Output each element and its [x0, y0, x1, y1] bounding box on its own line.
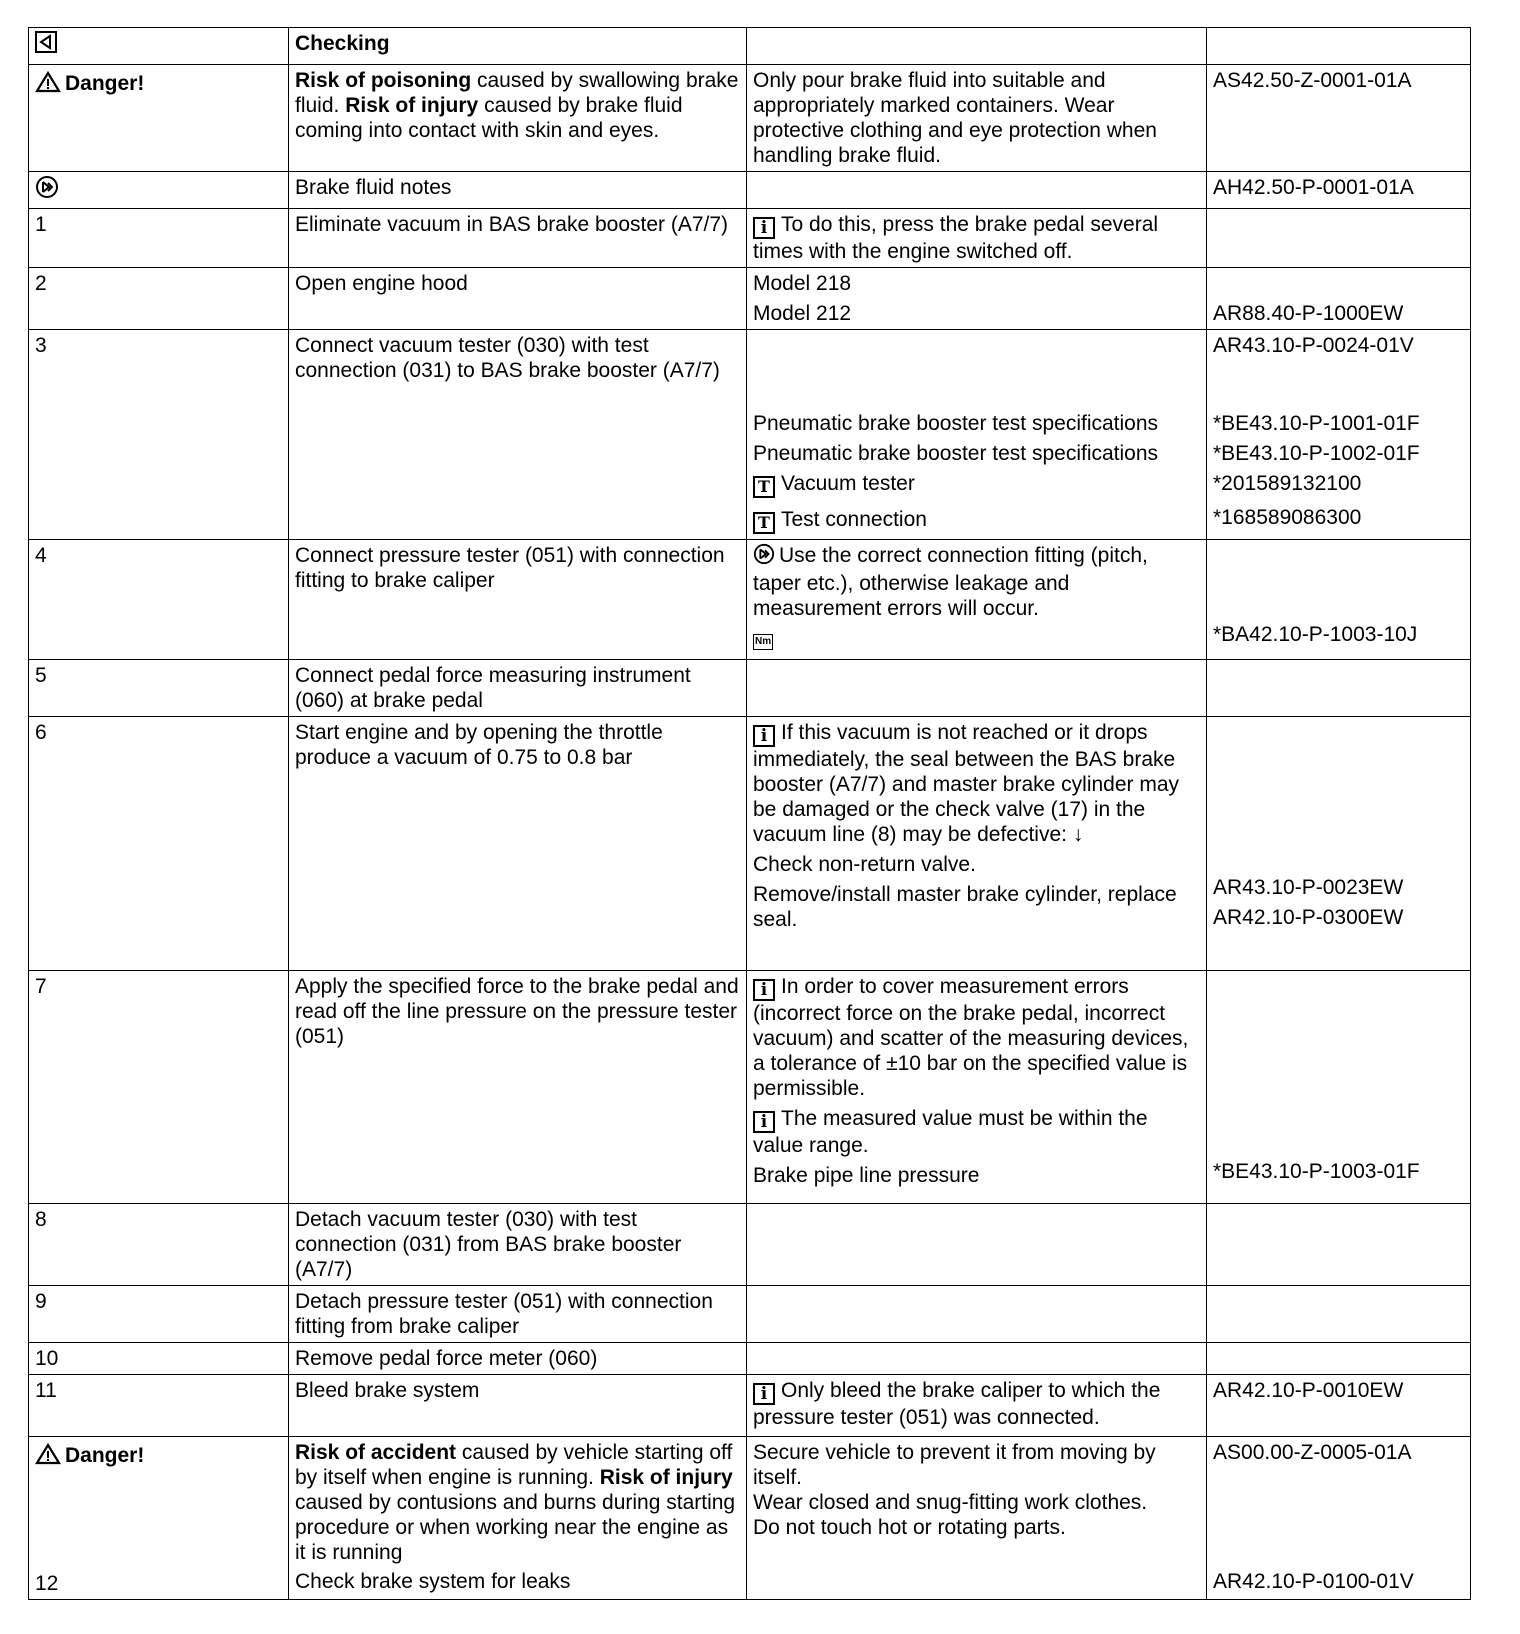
- step-number: 10: [35, 1347, 59, 1370]
- info-icon: i: [753, 725, 775, 747]
- risk-heading: Risk of poisoning: [295, 69, 472, 92]
- environment-note-icon: [753, 543, 775, 571]
- step-number: 6: [35, 721, 47, 744]
- info-note: To do this, press the brake pedal several times with the engine switched off.: [753, 213, 1159, 263]
- step-text: Bleed brake system: [295, 1379, 480, 1402]
- risk-heading: Risk of injury: [599, 1466, 733, 1489]
- procedure-table: [28, 27, 1471, 1600]
- step-number: 1: [35, 213, 47, 236]
- risk-heading: Risk of injury: [345, 94, 479, 117]
- info-note: Only bleed the brake caliper to which the pressure tester (051) was connected.: [753, 1379, 1161, 1429]
- step-number: 4: [35, 544, 47, 567]
- safety-note: Only pour brake fluid into suitable and appropriately marked containers. Wear protective clothing and eye protection when handling brake fluid.: [753, 69, 1157, 167]
- doc-reference: AR43.10-P-0024-01V: [1213, 334, 1414, 357]
- doc-reference: *BA42.10-P-1003-10J: [1213, 623, 1418, 646]
- danger-label: Danger!: [65, 1444, 145, 1467]
- risk-heading: Risk of accident: [295, 1441, 457, 1464]
- doc-reference: AR43.10-P-0023EW: [1213, 876, 1404, 899]
- section-arrow-icon: [35, 31, 57, 59]
- step-text: Apply the specified force to the brake pedal and read off the line pressure on the pressure tester (051): [295, 975, 739, 1048]
- doc-reference: *BE43.10-P-1001-01F: [1213, 412, 1420, 435]
- doc-reference: *BE43.10-P-1002-01F: [1213, 442, 1420, 465]
- safety-note: Do not touch hot or rotating parts.: [753, 1516, 1066, 1539]
- action-text: Check non-return valve.: [753, 853, 976, 876]
- step-number: 8: [35, 1208, 47, 1231]
- step-number: 11: [35, 1379, 57, 1402]
- warning-triangle-icon: [35, 1443, 61, 1471]
- tool-icon: T: [753, 476, 775, 498]
- tool-name: Test connection: [781, 508, 927, 531]
- table-row: [29, 65, 1471, 172]
- part-number: *168589086300: [1213, 506, 1362, 529]
- doc-reference: AR42.10-P-0010EW: [1213, 1379, 1404, 1402]
- step-text: Connect pedal force measuring instrument (060) at brake pedal: [295, 664, 691, 712]
- table-row: [29, 1343, 1471, 1375]
- caution-note: Use the correct connection fitting (pitch, taper etc.), otherwise leakage and measurement errors will occur.: [753, 544, 1148, 620]
- action-text: Remove/install master brake cylinder, replace seal.: [753, 883, 1177, 931]
- warning-triangle-icon: [35, 71, 61, 99]
- notes-text: Brake fluid notes: [295, 176, 452, 199]
- info-icon: i: [753, 217, 775, 239]
- table-row: [29, 660, 1471, 717]
- section-title: Checking: [295, 32, 390, 55]
- doc-reference: *BE43.10-P-1003-01F: [1213, 1160, 1420, 1183]
- part-number: *201589132100: [1213, 472, 1362, 495]
- table-row: [29, 268, 1471, 330]
- table-row: [29, 971, 1471, 1204]
- info-icon: i: [753, 1383, 775, 1405]
- spec-reference: Pneumatic brake booster test specifications: [753, 442, 1159, 465]
- table-row: [29, 28, 1471, 65]
- table-row: [29, 1286, 1471, 1343]
- step-number: 7: [35, 975, 47, 998]
- spec-reference: Brake pipe line pressure: [753, 1164, 980, 1187]
- step-text: Check brake system for leaks: [295, 1570, 571, 1593]
- step-number: 3: [35, 334, 47, 357]
- model-note: Model 212: [753, 302, 852, 325]
- doc-reference: AS42.50-Z-0001-01A: [1213, 69, 1412, 92]
- step-text: Connect vacuum tester (030) with test connection (031) to BAS brake booster (A7/7): [295, 334, 720, 382]
- doc-reference: AR42.10-P-0300EW: [1213, 906, 1404, 929]
- model-note: Model 218: [753, 272, 852, 295]
- tool-name: Vacuum tester: [781, 472, 915, 495]
- arrow-down-icon: ↓: [1072, 823, 1084, 846]
- risk-text: caused by contusions and burns during starting procedure or when working near the engine as it is running: [295, 1491, 736, 1564]
- step-text: Remove pedal force meter (060): [295, 1347, 598, 1370]
- risk-text: caused by vehicle starting off by itself when engine is running.: [295, 1441, 733, 1489]
- step-text: Connect pressure tester (051) with connection fitting to brake caliper: [295, 544, 725, 592]
- tool-icon: T: [753, 512, 775, 534]
- step-text: Eliminate vacuum in BAS brake booster (A7/7): [295, 213, 729, 236]
- table-row: [29, 540, 1471, 660]
- doc-reference: AR88.40-P-1000EW: [1213, 302, 1404, 325]
- step-text: Open engine hood: [295, 272, 468, 295]
- table-row: [29, 1375, 1471, 1437]
- step-number: 5: [35, 664, 47, 687]
- step-number: 9: [35, 1290, 47, 1313]
- risk-text: caused by brake fluid coming into contact with skin and eyes.: [295, 94, 683, 142]
- doc-reference: AS00.00-Z-0005-01A: [1213, 1441, 1412, 1464]
- step-text: Detach vacuum tester (030) with test connection (031) from BAS brake booster (A7/7): [295, 1208, 682, 1281]
- step-text: Start engine and by opening the throttle produce a vacuum of 0.75 to 0.8 bar: [295, 721, 663, 769]
- spec-reference: Pneumatic brake booster test specifications: [753, 412, 1159, 435]
- info-note: The measured value must be within the value range.: [753, 1107, 1148, 1157]
- table-row: [29, 330, 1471, 540]
- info-icon: i: [753, 979, 775, 1001]
- danger-label: Danger!: [65, 72, 145, 95]
- risk-text: caused by swallowing brake fluid.: [295, 69, 739, 117]
- doc-reference: AH42.50-P-0001-01A: [1213, 176, 1414, 199]
- table-row: [29, 717, 1471, 971]
- info-note: In order to cover measurement errors (incorrect force on the brake pedal, incorrect vacuum) and scatter of the measuring devices, a tolerance of ±10 bar on the specified value is permissible.: [753, 975, 1189, 1100]
- safety-note: Secure vehicle to prevent it from moving by itself.: [753, 1441, 1156, 1489]
- table-row: [29, 172, 1471, 209]
- table-row: [29, 209, 1471, 268]
- info-note: If this vacuum is not reached or it drops immediately, the seal between the BAS brake booster (A7/7) and master brake cylinder may be damaged or the check valve (17) in the vacuum line (8) may be defective:: [753, 721, 1180, 846]
- step-number: 2: [35, 272, 47, 295]
- info-icon: i: [753, 1111, 775, 1133]
- torque-icon: Nm: [753, 634, 773, 650]
- doc-reference: AR42.10-P-0100-01V: [1213, 1570, 1414, 1593]
- environment-note-icon: [35, 175, 59, 205]
- table-row: [29, 1437, 1471, 1600]
- step-text: Detach pressure tester (051) with connection fitting from brake caliper: [295, 1290, 713, 1338]
- safety-note: Wear closed and snug-fitting work clothes.: [753, 1491, 1148, 1514]
- step-number: 12: [35, 1572, 59, 1595]
- table-row: [29, 1204, 1471, 1286]
